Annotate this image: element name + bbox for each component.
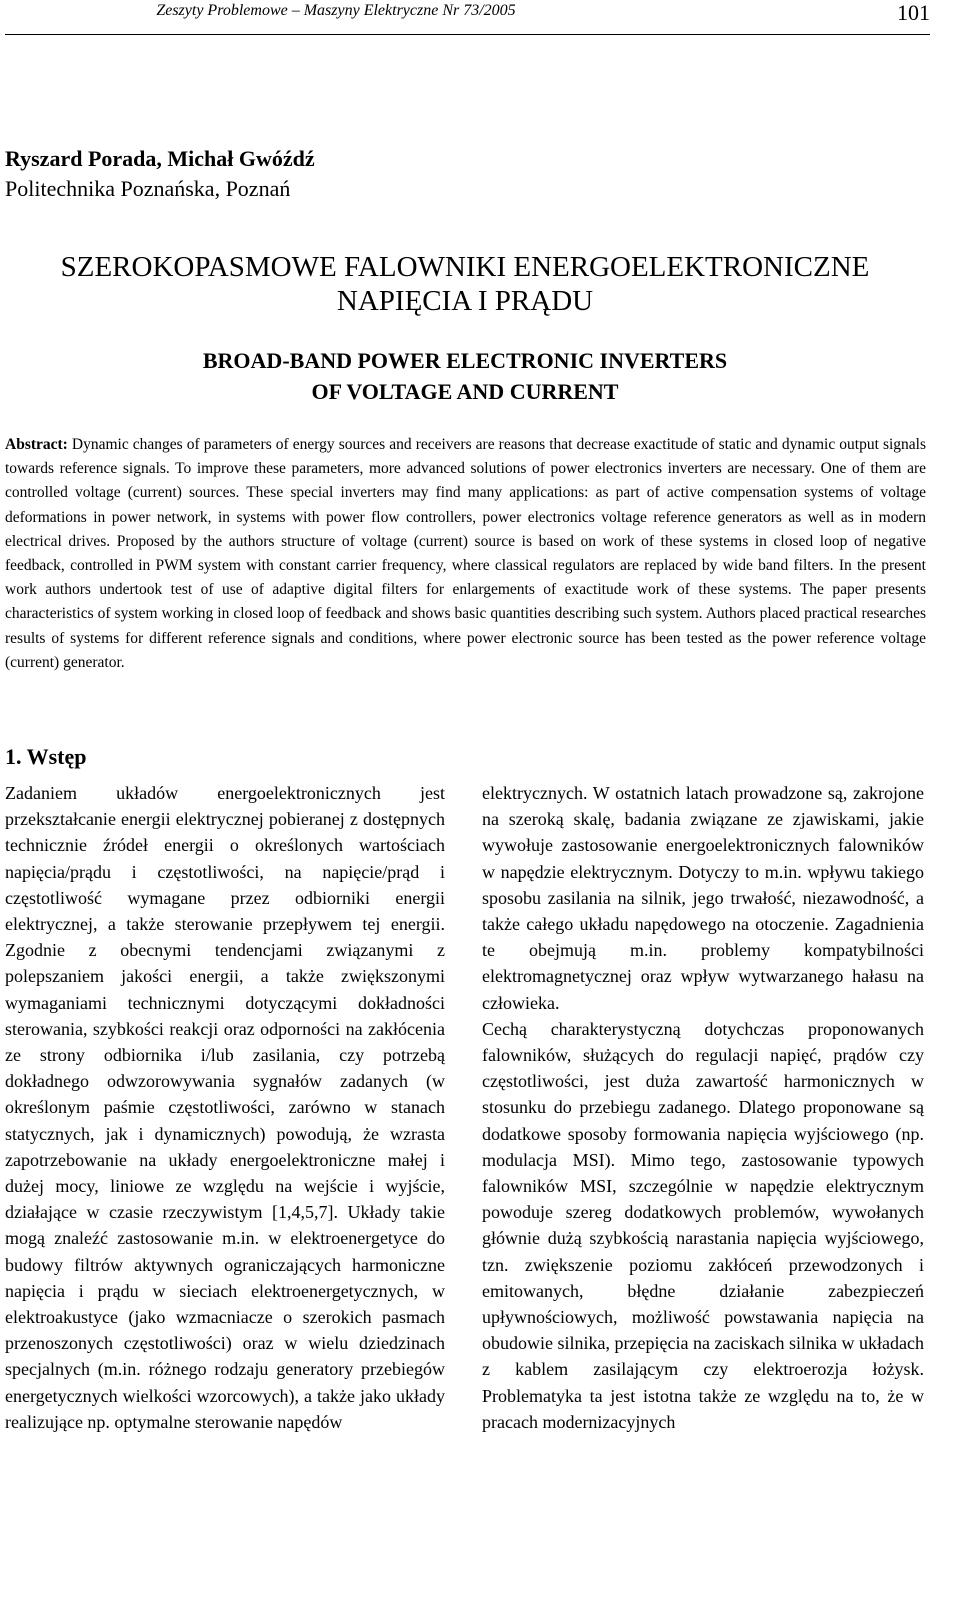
author-names: Ryszard Porada, Michał Gwóźdź (5, 146, 315, 171)
title-polish (0, 250, 930, 318)
body-paragraph: elektrycznych. W ostatnich latach prowadzone są, zakrojone na szeroką skalę, badania związane ze zjawiskami, jakie wywołuje zastosowanie energoelektronicznych falowników w napędzie elektrycznym. Dotyczy to m.in. wpływu takiego sposobu zasilania na silnik, jego trwałość, niezawodność, a także całego układu napędowego na otoczenie. Zagadnienia te obejmują m.in. problemy kompatybilności elektromagnetycznej oraz wpływ wytwarzanego hałasu na człowieka. (482, 783, 924, 1013)
title-polish-line-1: SZEROKOPASMOWE FALOWNIKI ENERGOELEKTRONICZNE (60, 251, 870, 283)
abstract-label: Abstract: (5, 436, 68, 453)
page-number: 101 (897, 0, 930, 25)
title-polish-line-2: NAPIĘCIA I PRĄDU (336, 285, 594, 317)
abstract-text: Dynamic changes of parameters of energy sources and receivers are reasons that decrease exactitude of static and dynamic output signals towards reference signals. To improve these parameters, more advanced solutions of power electronics inverters are necessary. One of them are controlled voltage (current) sources. These special inverters may find many applications: as part of active compensation systems of voltage deformations in power network, in systems with power flow controllers, power electronics voltage reference generators as well as in modern electrical drives. Proposed by the authors structure of voltage (current) source is based on work of these systems in closed loop of negative feedback, controlled in PWM system with constant carrier frequency, where classical regulators are replaced by wide band filters. In the present work authors undertook test of use of adaptive digital filters for enlargements of exactitude work of these systems. The paper presents characteristics of system working in closed loop of feedback and shows basic quantities describing such system. Authors placed practical researches results of systems for different reference signals and conditions, where power electronic source has been tested as the power reference voltage (current) generator. (5, 436, 927, 671)
abstract (5, 433, 926, 675)
journal-header: Zeszyty Problemowe – Maszyny Elektryczne Nr 73/2005 (156, 2, 516, 19)
body-paragraph: Zadaniem układów energoelektronicznych jest przekształcanie energii elektrycznej pobieranej z dostępnych technicznie źródeł energii o określonych wartościach napięcia/prądu i częstotliwości, na napięcie/prąd i częstotliwość wymagane przez odbiorniki energii elektrycznej, a także sterowanie przepływem tej energii. Zgodnie z obecnymi tendencjami związanymi z polepszaniem jakości energii, a także zwiększonymi wymaganiami technicznymi dotyczącymi dokładności sterowania, szybkości reakcji oraz odporności na zakłócenia ze strony odbiornika i/lub zasilania, czy potrzebą dokładnego odwzorowywania sygnałów zadanych (w określonym paśmie częstotliwości, zarówno w stanach statycznych, jak i dynamicznych) powodują, że wzrasta zapotrzebowanie na układy energoelektroniczne małej i dużej mocy, liniowe ze względu na wejście i wyjście, działające w czasie rzeczywistym [1,4,5,7]. Układy takie mogą znaleźć zastosowanie m.in. w elektroenergetyce do budowy filtrów aktywnych ograniczających harmoniczne napięcia i prądu w sieciach elektroenergetycznych, w elektroakustyce (jako wzmacniacze o szerokich pasmach przenoszonych częstotliwości) oraz w wielu dziedzinach specjalnych (m.in. różnego rodzaju generatory przebiegów energetycznych wielkości wzorcowych), a także jako układy realizujące np. optymalne sterowanie napędów (5, 783, 445, 1432)
title-english-line-1: BROAD-BAND POWER ELECTRONIC INVERTERS (202, 348, 728, 373)
author-affiliation: Politechnika Poznańska, Poznań (5, 176, 291, 201)
body-paragraph: Cechą charakterystyczną dotychczas proponowanych falowników, służących do regulacji napięć, prądów czy częstotliwości, jest duża zawartość harmonicznych w stosunku do przebiegu zadanego. Dlatego proponowane są dodatkowe sposoby formowania napięcia wyjściowego (np. modulacja MSI). Mimo tego, zastosowanie typowych falowników MSI, szczególnie w napędzie elektrycznym powoduje szereg dodatkowych problemów, wywołanych głównie dużą szybkością narastania napięcia wyjściowego, tzn. zwiększenie poziomu zakłóceń przewodzonych i emitowanych, błędne działanie zabezpieczeń upływnościowych, możliwość powstawania napięcia na obudowie silnika, przepięcia na zaciskach silnika w układach z kablem zasilającym czy elektroerozja łożysk. Problematyka ta jest istotna także ze względu na to, że w pracach modernizacyjnych (482, 1018, 924, 1432)
title-english (0, 345, 930, 407)
title-english-line-2: OF VOLTAGE AND CURRENT (311, 379, 619, 404)
body-column-right (482, 780, 924, 1435)
header-divider (5, 34, 930, 35)
section-heading: 1. Wstęp (5, 744, 87, 769)
body-column-left (5, 780, 445, 1435)
